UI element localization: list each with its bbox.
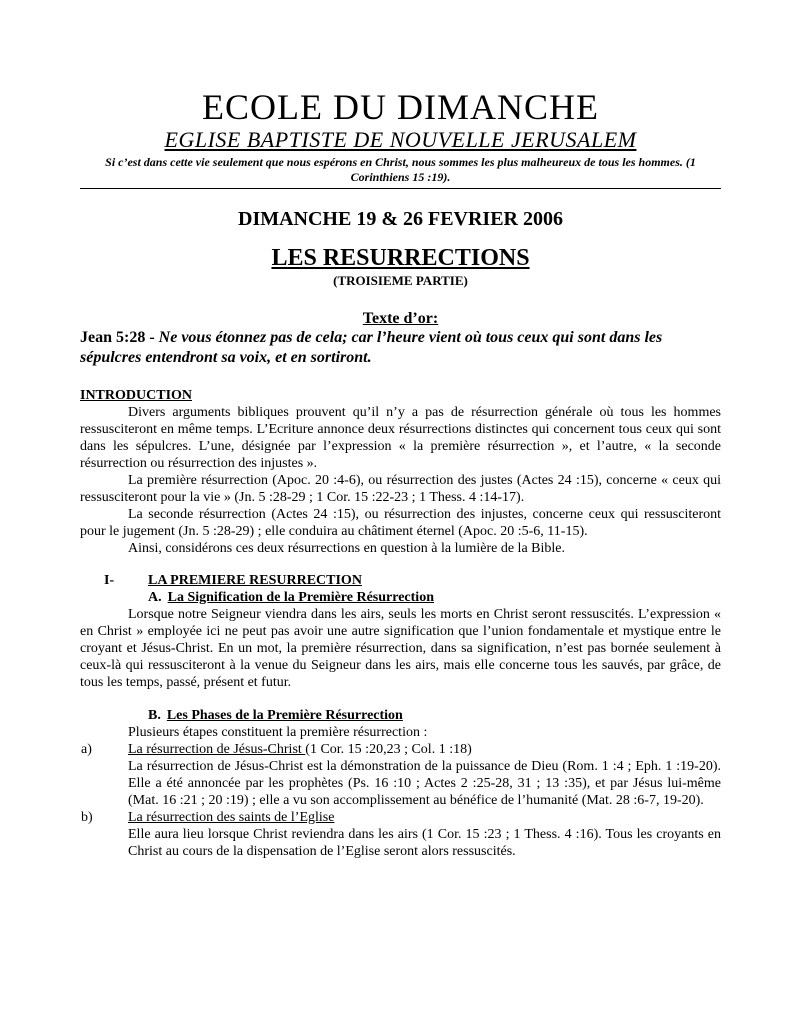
list-item-text: La résurrection de Jésus-Christ est la démonstration de la puissance de Dieu (Rom. 1 :4 ; Eph. 1 :19-20). Elle a été annoncée par les prophètes (Ps. 16 :10 ; Actes 2 :25-28, 31 ; 13 :35), et par Jésus lui-même (Mat. 16 :21 ; 20 :19) ; elle a vu son accomplissement au bénéfice de l’humanité (Mat. 28 :6-7, 19-20). (128, 759, 721, 808)
subsection-intro: Plusieurs étapes constituent la première résurrection : (128, 725, 428, 740)
section-title: LA PREMIERE RESURRECTION (148, 573, 362, 588)
introduction-heading: INTRODUCTION (80, 388, 193, 403)
golden-text (80, 328, 721, 368)
lesson-date: DIMANCHE 19 & 26 FEVRIER 2006 (238, 208, 563, 230)
subsection-paragraph: Lorsque notre Seigneur viendra dans les airs, seuls les morts en Christ seront ressuscités. L’expression « en Christ » employée ici ne peut pas avoir une autre signification que l’union fondamentale et mystique entre le croyant et Jésus-Christ. En un mot, la première résurrection, dans sa signification, n’est pas bornée seulement à ceux-là qui ressusciteront à la venue du Seigneur dans les airs, mais elle concerne tous les sauvés, par grâce, de tous les temps, passé, présent et futur. (80, 607, 721, 690)
golden-text-label: Texte d’or: (362, 310, 439, 327)
subsection-heading (148, 707, 721, 724)
introduction-paragraph: La première résurrection (Apoc. 20 :4-6), ou résurrection des justes (Actes 24 :15), concerne « ceux qui ressusciteront pour la vie » (Jn. 5 :28-29 ; 1 Cor. 15 :22-23 ; 1 Thess. 4 :14-17). (80, 473, 721, 505)
subsection-letter: B. (148, 708, 161, 723)
golden-text-quote: Ne vous étonnez pas de cela; car l’heure vient où tous ceux qui sont dans les sépulcres entendront sa voix, et en sortiront. (80, 329, 663, 366)
list-item-marker: a) (81, 742, 92, 757)
subsection-heading (148, 589, 721, 606)
introduction-paragraph: Ainsi, considérons ces deux résurrections en question à la lumière de la Bible. (128, 541, 565, 556)
section-heading (80, 572, 721, 589)
list-item-reference: (1 Cor. 15 :20,23 ; Col. 1 :18) (305, 742, 472, 757)
list-item-text: Elle aura lieu lorsque Christ reviendra dans les airs (1 Cor. 15 :23 ; 1 Thess. 4 :16). Tous les croyants en Christ au cours de la dispensation de l’Eglise seront alors ressuscités. (128, 827, 721, 859)
list-item-marker: b) (81, 810, 93, 825)
subsection-letter: A. (148, 590, 162, 605)
subsection-title: Les Phases de la Première Résurrection (166, 708, 403, 723)
list-item (80, 809, 721, 860)
subsection-title: La Signification de la Première Résurrection (167, 590, 434, 605)
motto-verse: Si c’est dans cette vie seulement que nous espérons en Christ, nous sommes les plus malheureux de tous les hommes. (1 Corinthiens 15 :19). (80, 155, 721, 189)
list-item-label: La résurrection des saints de l’Eglise (128, 810, 335, 825)
list-item-label: La résurrection de Jésus-Christ (128, 742, 306, 757)
document-page (80, 88, 721, 860)
section-number: I- (104, 573, 115, 588)
golden-text-reference: Jean 5:28 - (80, 329, 159, 346)
introduction-paragraph: La seconde résurrection (Actes 24 :15), ou résurrection des injustes, concerne ceux qui ressusciteront pour le jugement (Jn. 5 :28-29) ; elle conduira au châtiment éternel (Apoc. 20 :5-6, 11-15). (80, 507, 721, 539)
lesson-part: (TROISIEME PARTIE) (333, 273, 468, 288)
lesson-topic: LES RESURRECTIONS (271, 245, 530, 271)
church-name: EGLISE BAPTISTE DE NOUVELLE JERUSALEM (164, 127, 637, 152)
document-title: ECOLE DU DIMANCHE (202, 87, 599, 127)
introduction-paragraph: Divers arguments bibliques prouvent qu’il n’y a pas de résurrection générale où tous les hommes ressusciteront en même temps. L’Ecriture annonce deux résurrections distinctes qui concernent tous ceux qui sont dans les sépulcres. L’une, désignée par l’expression « la première résurrection », et l’autre, « la seconde résurrection ou résurrection des injustes ». (80, 405, 721, 471)
list-item (80, 741, 721, 809)
